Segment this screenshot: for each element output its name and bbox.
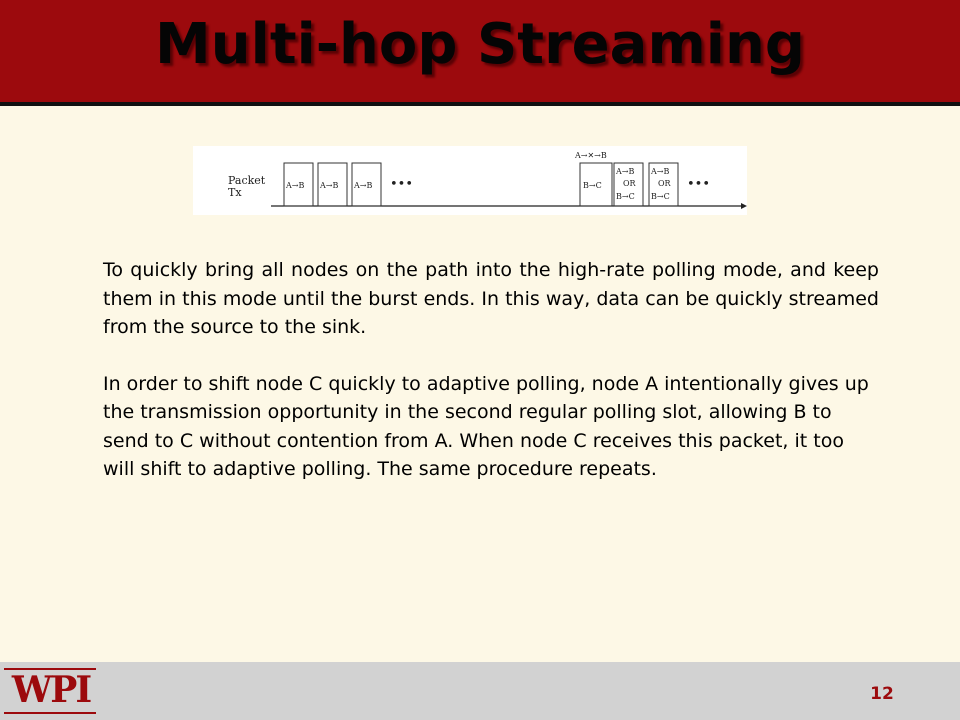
slot-label-2: A→B — [320, 181, 339, 190]
packet-tx-diagram — [193, 146, 747, 215]
axis-label-packet: Packet — [228, 174, 266, 187]
ellipsis-2: ••• — [687, 177, 711, 192]
slide-body — [103, 256, 879, 484]
alt-bottom-2: B→C — [651, 192, 670, 201]
slot-label-3: A→B — [354, 181, 373, 190]
logo-rule-bottom — [4, 712, 96, 714]
bc-label: B→C — [583, 181, 602, 190]
ellipsis-1: ••• — [390, 177, 414, 192]
alt-top-2: A→B — [651, 167, 670, 176]
axis-label-tx: Tx — [228, 186, 242, 199]
logo-text: WPI — [11, 669, 91, 711]
body-paragraph-2: In order to shift node C quickly to adaptive polling, node A intentionally gives up the transmission opportunity in the second regular polling slot, allowing B to send to C without contention from A. When node C receives this packet, it too will shift to adaptive polling. The same procedure repeats. — [103, 372, 869, 480]
body-paragraph-1: To quickly bring all nodes on the path into the high-rate polling mode, and keep them in this mode until the burst ends. In this way, data can be quickly streamed from the source to the sink. — [103, 259, 879, 338]
skipped-label: A→✕→B — [575, 151, 607, 160]
footer-bar — [0, 662, 960, 720]
title-divider — [0, 102, 960, 106]
slide-title: Multi-hop Streaming — [155, 12, 805, 77]
page-number: 12 — [870, 684, 894, 704]
time-axis-arrow-icon — [741, 203, 747, 209]
slot-label-1: A→B — [286, 181, 305, 190]
alt-or-1: OR — [623, 179, 636, 188]
alt-top-1: A→B — [616, 167, 635, 176]
wpi-logo — [4, 666, 96, 718]
alt-bottom-1: B→C — [616, 192, 635, 201]
alt-or-2: OR — [658, 179, 671, 188]
